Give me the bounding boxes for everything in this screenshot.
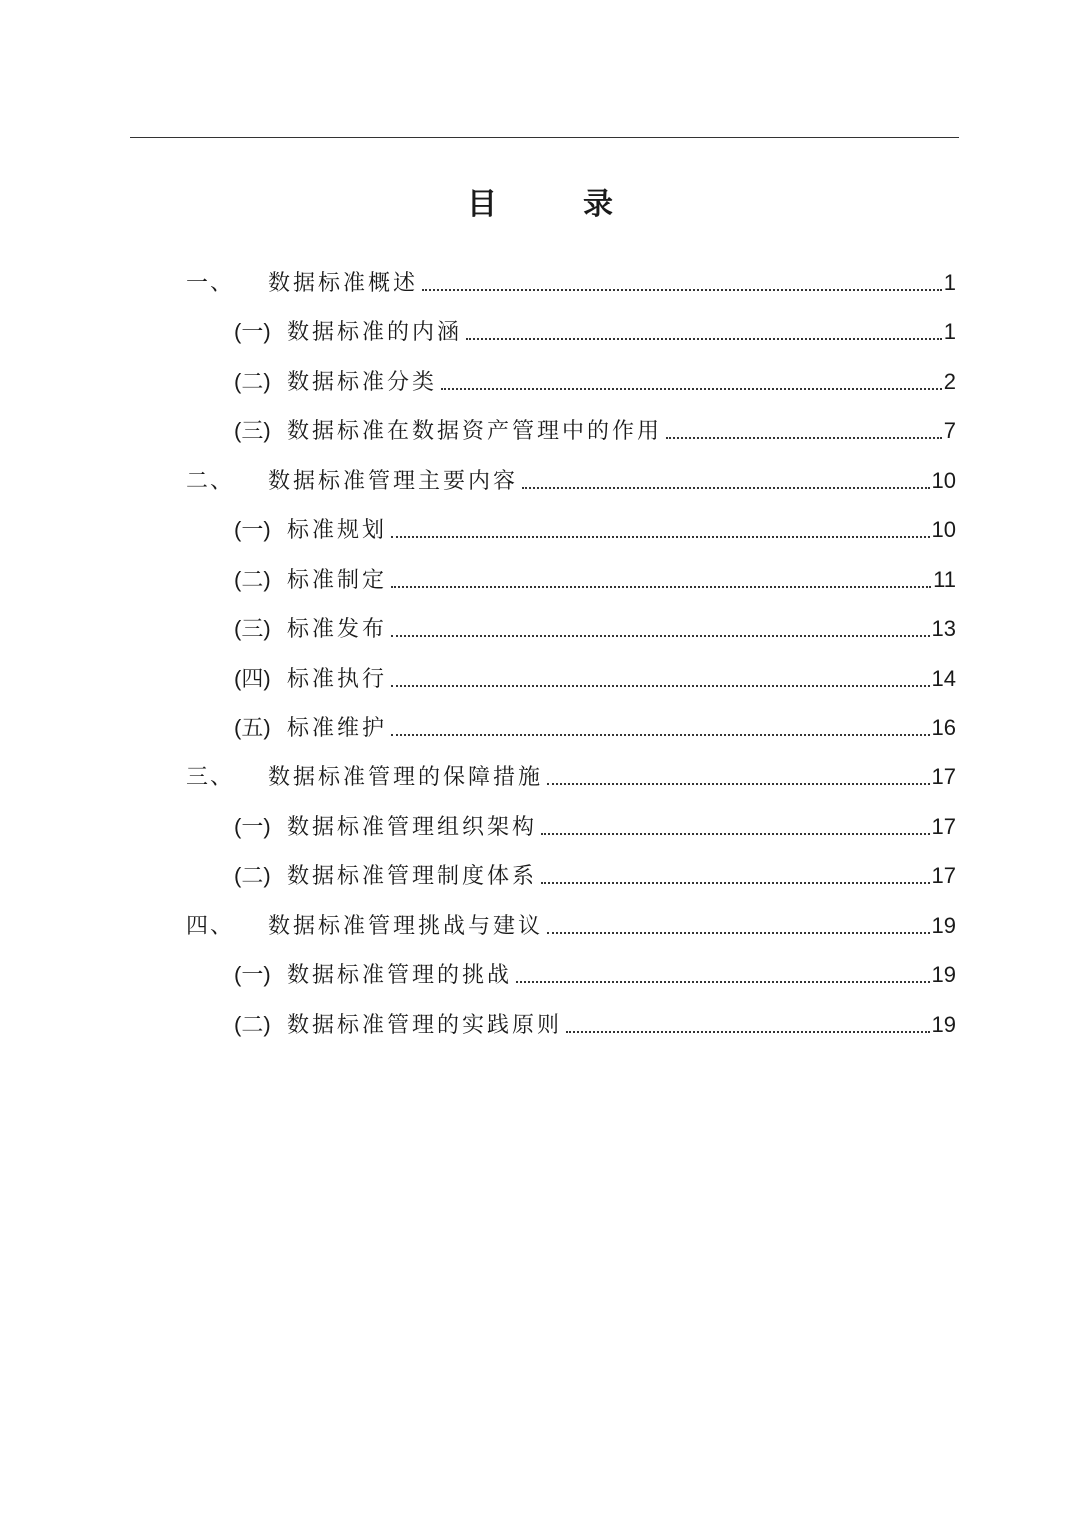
dot-leader xyxy=(566,1010,930,1040)
toc-entry-text: 数据标准管理的保障措施 xyxy=(268,765,544,791)
toc-entry-text: 数据标准管理的实践原则 xyxy=(287,1012,563,1038)
toc-entry-page: 17 xyxy=(931,764,956,790)
dot-leader xyxy=(541,812,930,842)
table-of-contents xyxy=(0,258,1080,1049)
toc-entry-text: 数据标准管理主要内容 xyxy=(268,468,519,494)
toc-entry-page: 19 xyxy=(931,1011,956,1037)
toc-entry-number: (二) xyxy=(234,1011,271,1037)
toc-entry-page: 16 xyxy=(931,714,956,740)
toc-entry[interactable] xyxy=(0,752,1080,801)
toc-entry-page: 11 xyxy=(933,566,956,592)
dot-leader xyxy=(547,762,930,792)
toc-entry-text: 标准维护 xyxy=(287,715,388,741)
toc-entry-page: 19 xyxy=(931,962,956,988)
dot-leader xyxy=(391,515,930,545)
toc-entry-page: 14 xyxy=(931,665,956,691)
toc-entry-number: (一) xyxy=(234,813,271,839)
dot-leader xyxy=(391,614,930,644)
toc-entry-text: 标准发布 xyxy=(287,617,388,643)
toc-entry-page: 1 xyxy=(943,270,956,295)
dot-leader xyxy=(547,911,930,941)
toc-entry-page: 17 xyxy=(931,863,956,889)
toc-entry-number: 三、 xyxy=(186,765,235,791)
toc-entry[interactable] xyxy=(0,703,1080,752)
toc-entry[interactable] xyxy=(0,604,1080,653)
toc-entry[interactable] xyxy=(0,950,1080,999)
toc-entry-number: (一) xyxy=(234,319,271,345)
toc-entry-text: 数据标准管理挑战与建议 xyxy=(268,913,544,939)
toc-entry-number: (二) xyxy=(234,368,271,394)
dot-leader xyxy=(441,367,942,397)
toc-entry-number: (一) xyxy=(234,962,271,988)
dot-leader xyxy=(391,713,930,743)
toc-entry-text: 数据标准管理制度体系 xyxy=(287,864,538,890)
toc-entry[interactable] xyxy=(0,654,1080,703)
toc-entry-page: 10 xyxy=(931,517,956,543)
toc-entry-text: 标准制定 xyxy=(287,567,388,593)
toc-entry-text: 数据标准在数据资产管理中的作用 xyxy=(287,419,663,445)
toc-entry-number: (三) xyxy=(234,418,271,444)
toc-entry-text: 数据标准的内涵 xyxy=(287,320,463,346)
toc-entry-page: 7 xyxy=(943,418,956,444)
toc-entry-text: 标准规划 xyxy=(287,518,388,544)
toc-entry[interactable] xyxy=(0,802,1080,851)
dot-leader xyxy=(466,317,942,347)
toc-entry-page: 19 xyxy=(931,912,956,938)
toc-entry-number: 一、 xyxy=(186,271,235,296)
toc-entry-text: 数据标准管理组织架构 xyxy=(287,814,538,840)
toc-entry-text: 数据标准分类 xyxy=(287,369,438,395)
toc-entry-text: 数据标准管理的挑战 xyxy=(287,963,513,989)
toc-entry-page: 10 xyxy=(931,467,956,493)
toc-entry-text: 标准执行 xyxy=(287,666,388,692)
toc-entry[interactable] xyxy=(0,307,1080,356)
header-rule xyxy=(130,137,959,138)
toc-entry-number: (四) xyxy=(234,665,271,691)
toc-entry-number: (三) xyxy=(234,616,271,642)
dot-leader xyxy=(422,268,942,298)
toc-entry-text: 数据标准概述 xyxy=(268,271,419,296)
toc-entry-number: (一) xyxy=(234,517,271,543)
dot-leader xyxy=(516,960,930,990)
toc-entry[interactable] xyxy=(0,555,1080,604)
toc-entry[interactable] xyxy=(0,505,1080,554)
toc-entry[interactable] xyxy=(0,851,1080,900)
page-title: 目 录 xyxy=(467,187,641,222)
toc-entry[interactable] xyxy=(0,1000,1080,1049)
dot-leader xyxy=(541,861,930,891)
toc-entry[interactable] xyxy=(0,357,1080,406)
toc-entry-number: (五) xyxy=(234,714,271,740)
dot-leader xyxy=(391,664,930,694)
toc-entry[interactable] xyxy=(0,258,1080,307)
toc-entry-number: 二、 xyxy=(186,468,235,494)
dot-leader xyxy=(391,565,931,595)
toc-entry-number: (二) xyxy=(234,566,271,592)
toc-entry-number: (二) xyxy=(234,863,271,889)
toc-entry[interactable] xyxy=(0,901,1080,950)
toc-entry-page: 1 xyxy=(943,319,956,345)
toc-entry-number: 四、 xyxy=(186,913,235,939)
toc-entry[interactable] xyxy=(0,456,1080,505)
dot-leader xyxy=(522,466,930,496)
toc-entry-page: 2 xyxy=(943,368,956,394)
toc-entry[interactable] xyxy=(0,406,1080,455)
toc-entry-page: 13 xyxy=(931,616,956,642)
dot-leader xyxy=(666,416,942,446)
toc-entry-page: 17 xyxy=(931,813,956,839)
